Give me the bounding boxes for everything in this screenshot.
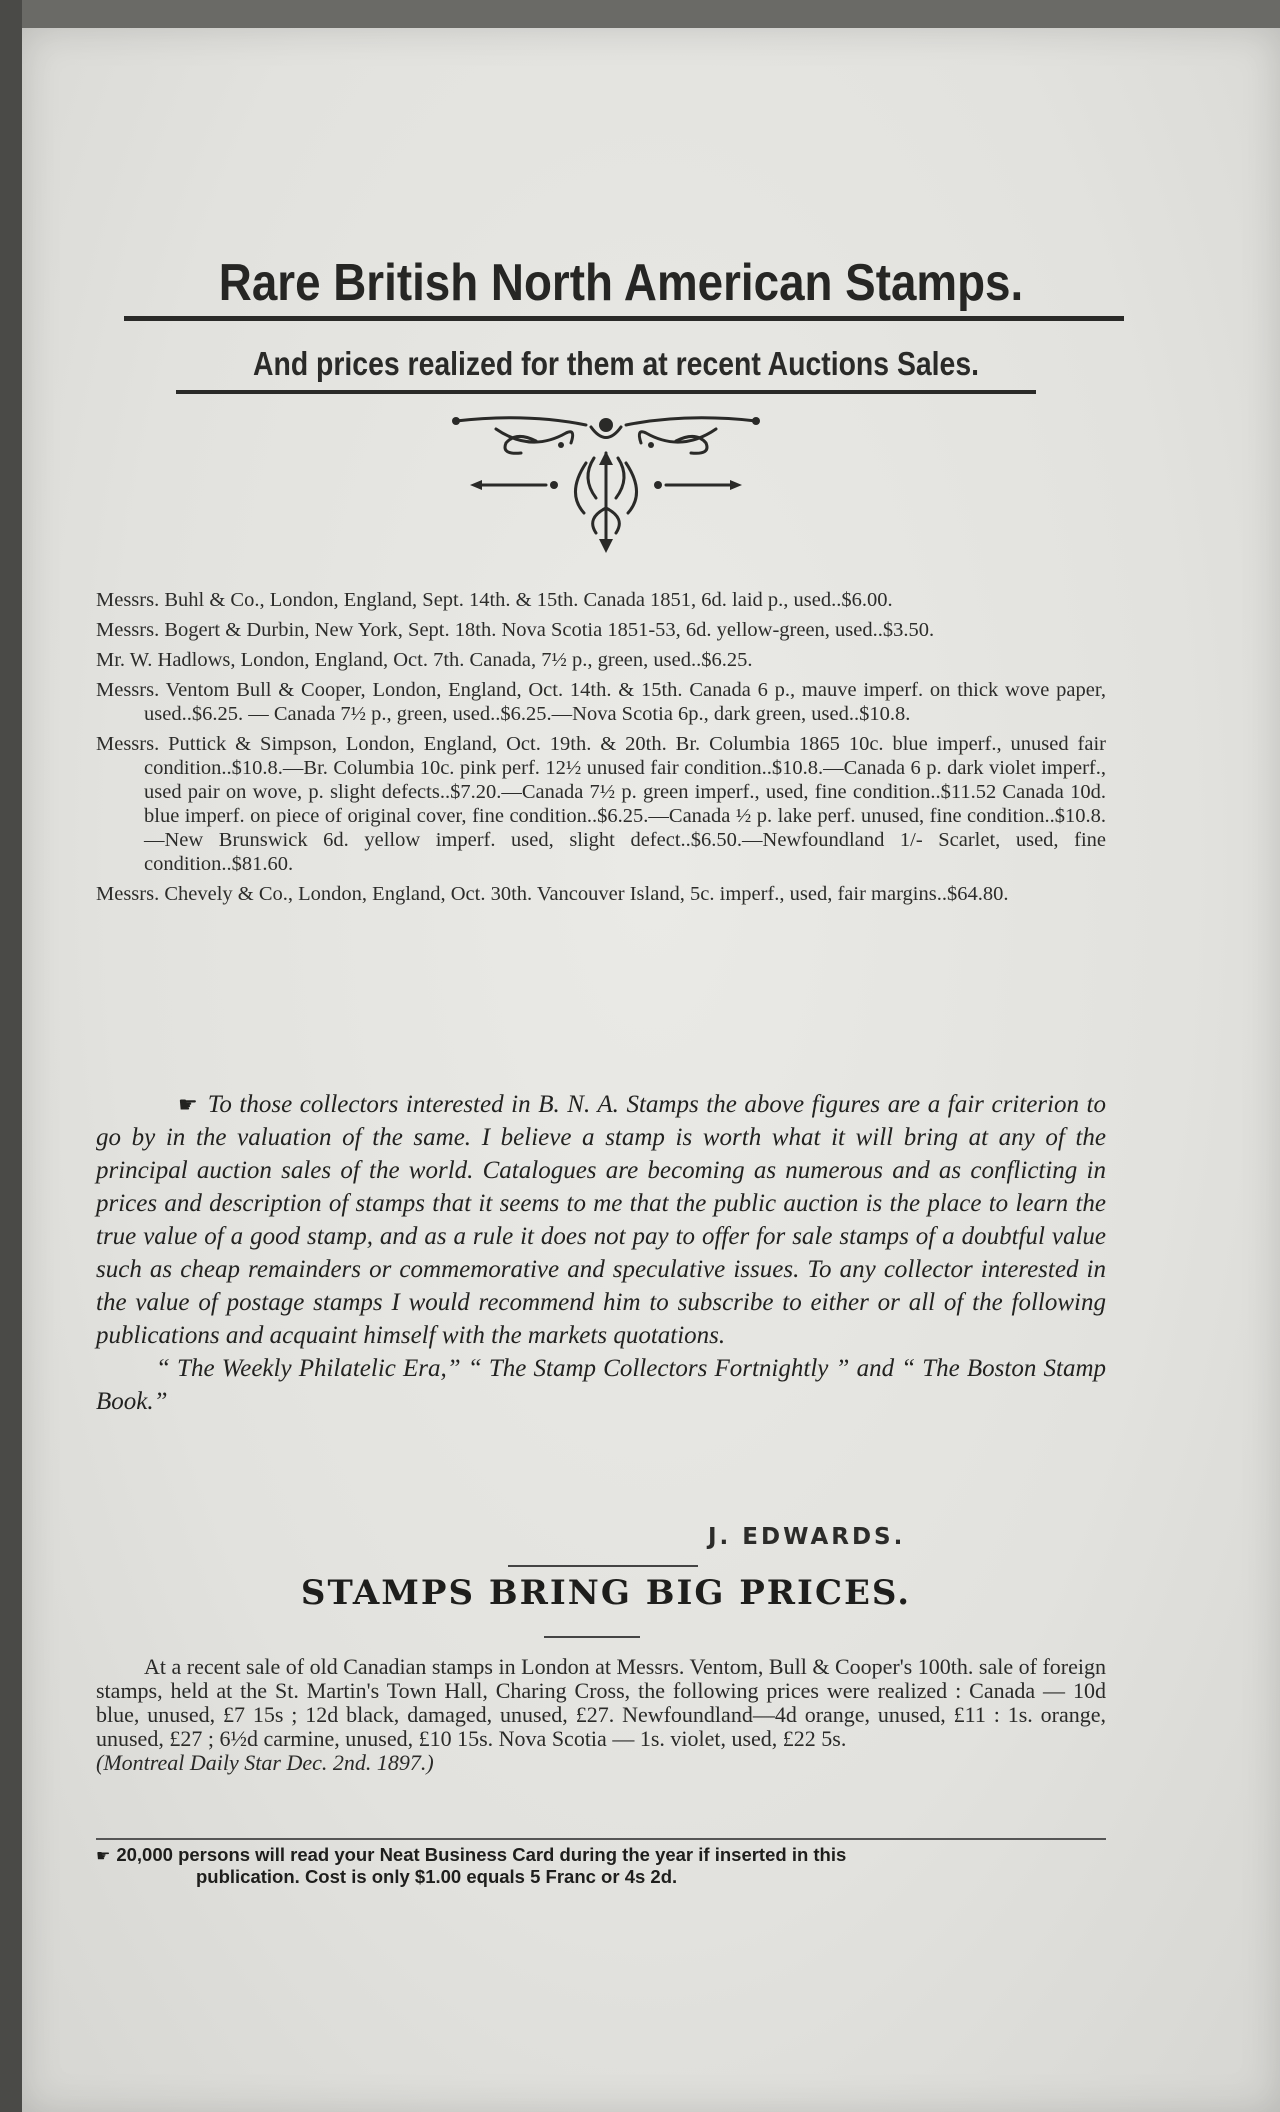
article-source: (Montreal Daily Star Dec. 2nd. 1897.) — [96, 1750, 434, 1775]
sale-entry: Messrs. Chevely & Co., London, England, Oct. 30th. Vancouver Island, 5c. imperf., used, fair margins..$64.80. — [96, 883, 1009, 905]
editorial-note — [96, 1088, 1106, 1418]
author-signature: J. EDWARDS. — [708, 1524, 906, 1550]
sale-entry: Messrs. Buhl & Co., London, England, Sept. 14th. & 15th. Canada 1851, 6d. laid p., used..$6.00. — [96, 589, 893, 611]
pointing-hand-icon: ☛ — [96, 1848, 111, 1865]
sale-entry: Mr. W. Hadlows, London, England, Oct. 7th. Canada, 7½ p., green, used..$6.25. — [96, 649, 753, 671]
divider — [508, 1565, 698, 1567]
sale-entry: Messrs. Ventom Bull & Cooper, London, England, Oct. 14th. & 15th. Canada 6 p., mauve imperf. on thick wove paper, used..$6.25. — Canada 7½ p., green, used..$6.25.—Nova Scotia 6p., dark green, used..$10.8. — [96, 679, 1106, 725]
subtitle-underline — [176, 390, 1036, 394]
divider — [96, 1838, 1106, 1840]
divider — [544, 1636, 640, 1638]
title-underline — [124, 316, 1124, 321]
auction-sales-list — [96, 588, 1106, 912]
ornament-icon — [436, 403, 776, 558]
scan-left-border — [0, 0, 22, 2112]
page-title: Rare British North American Stamps. — [218, 254, 1024, 312]
news-article — [96, 1655, 1106, 1775]
ad-text: 20,000 persons will read your Neat Business Card during the year if inserted in this — [116, 1844, 847, 1865]
article-headline: STAMPS BRING BIG PRICES. — [300, 1573, 912, 1613]
publications-list: “ The Weekly Philatelic Era,” “ The Stamp Collectors Fortnightly ” and “ The Boston Stamp Book.” — [96, 1355, 1106, 1415]
page — [22, 28, 1280, 2112]
article-paragraph — [96, 1655, 1106, 1775]
advertisement — [96, 1845, 1096, 1887]
ad-line: publication. Cost is only $1.00 equals 5 Franc or 4s 2d. — [196, 1866, 678, 1887]
sale-entry: Messrs. Bogert & Durbin, New York, Sept. 18th. Nova Scotia 1851-53, 6d. yellow-green, used..$3.50. — [96, 619, 935, 641]
note-paragraph — [96, 1088, 1106, 1352]
pointing-hand-icon: ☛ — [178, 1092, 198, 1117]
article-text: At a recent sale of old Canadian stamps in London at Messrs. Ventom, Bull & Cooper's 100th. sale of foreign stamps, held at the St. Martin's Town Hall, Charing Cross, the following prices were realized : Canada — 10d blue, unused, £7 15s ; 12d black, damaged, unused, £27. Newfoundland—4d orange, unused, £11 : 1s. orange, unused, £27 ; 6½d carmine, unused, £10 15s. Nova Scotia — 1s. violet, used, £22 5s. — [96, 1654, 1106, 1751]
ad-line — [96, 1845, 1096, 1867]
page-subtitle: And prices realized for them at recent Auctions Sales. — [252, 345, 980, 382]
note-text: To those collectors interested in B. N. A. Stamps the above figures are a fair criterion to go by in the valuation of the same. I believe a stamp is worth what it will bring at any of the principal auction sales of the world. Catalogues are becoming as numerous and as conflicting in prices and description of stamps that it seems to me that the public auction is the place to learn the true value of a good stamp, and as a rule it does not pay to offer for sale stamps of a doubtful value such as cheap remainders or commemorative and speculative issues. To any collector interested in the value of postage stamps I would recommend him to subscribe to either or all of the following publications and acquaint himself with the markets quotations. — [96, 1091, 1106, 1349]
sale-entry: Messrs. Puttick & Simpson, London, England, Oct. 19th. & 20th. Br. Columbia 1865 10c. blue imperf., unused fair condition..$10.8.—Br. Columbia 10c. pink perf. 12½ unused fair condition..$10.8.—Canada 6 p. dark violet imperf., used pair on wove, p. slight defects..$7.20.—Canada 7½ p. green imperf., used, fine condition..$11.52 Canada 10d. blue imperf. on piece of original cover, fine condition..$6.25.—Canada ½ p. lake perf. unused, fine condition..$10.8.—New Brunswick 6d. yellow imperf. used, slight defect..$6.50.—Newfoundland 1/- Scarlet, used, fine condition..$81.60. — [96, 733, 1106, 875]
